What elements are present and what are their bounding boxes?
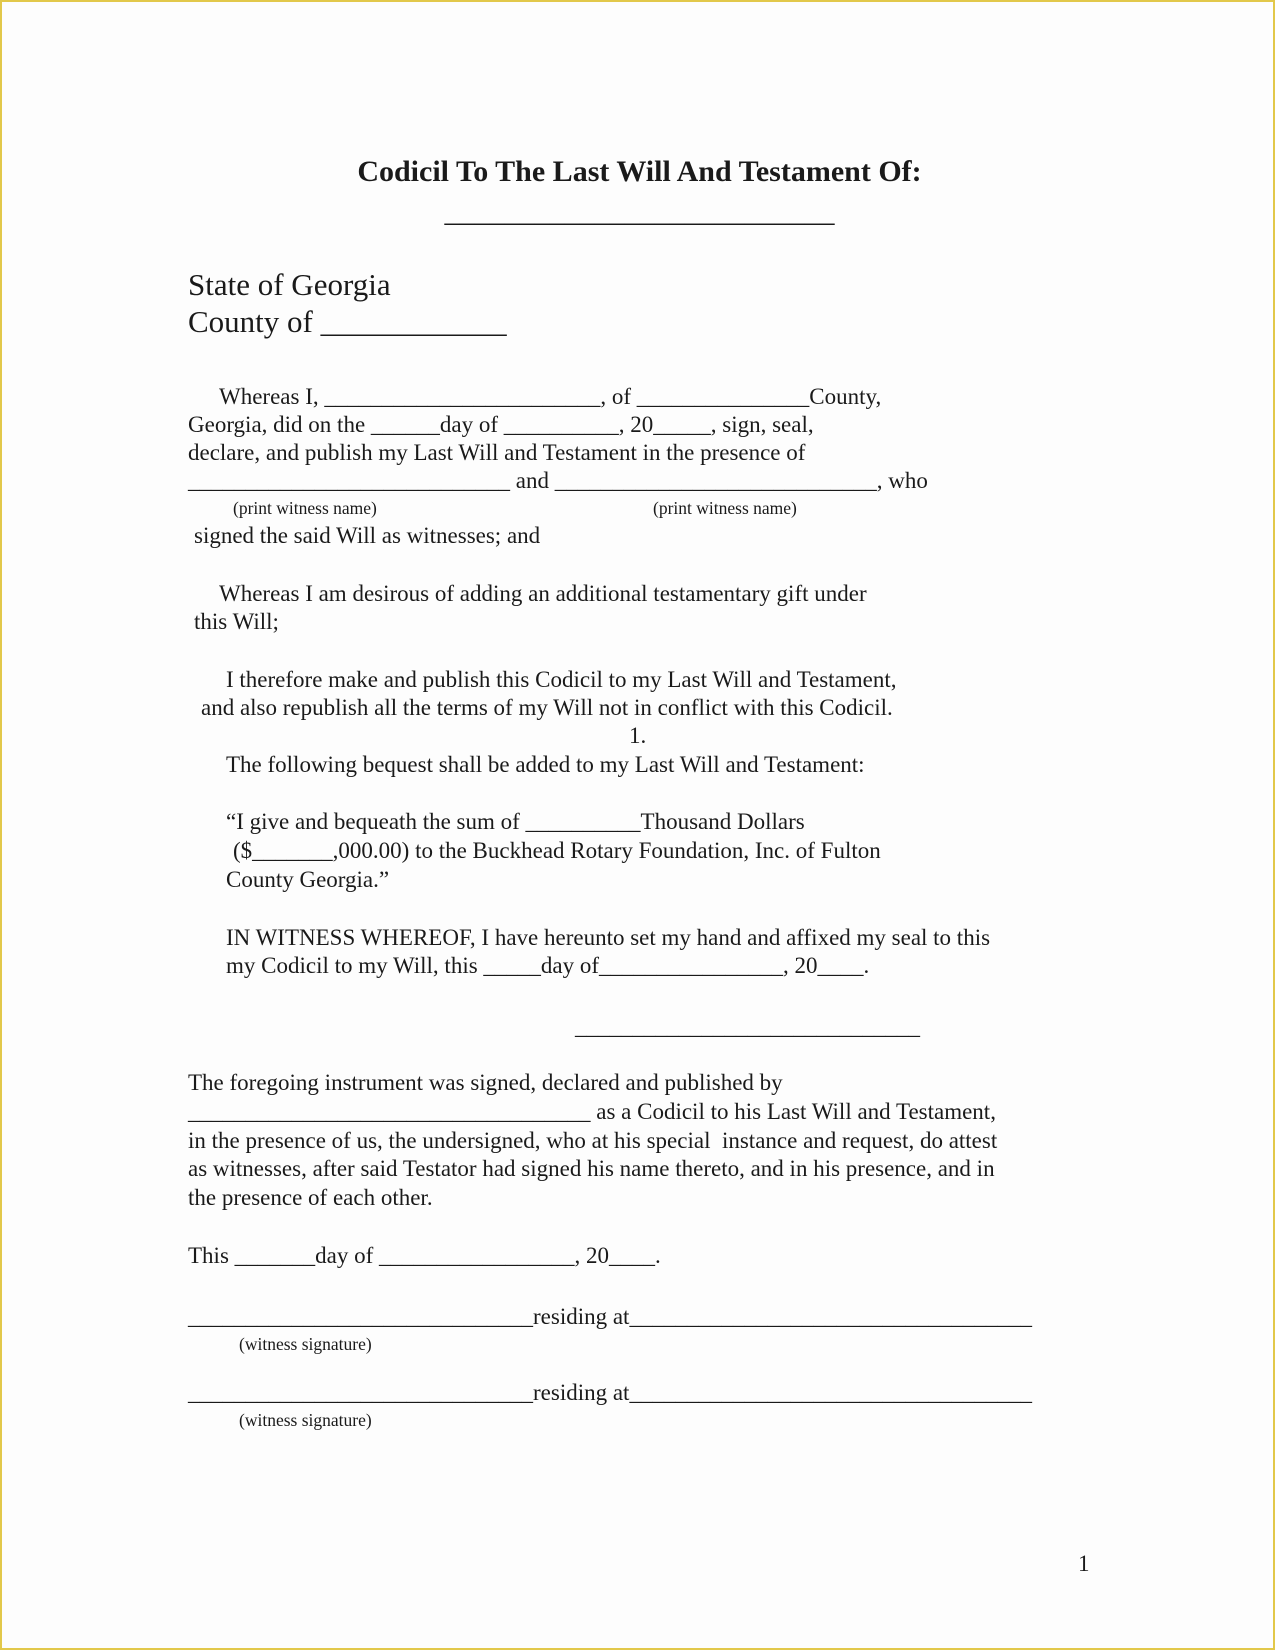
witness-name-caption: (print witness name) — [233, 498, 377, 518]
witness-name-caption: (print witness name) — [653, 498, 797, 518]
bequest-intro: The following bequest shall be added to my Last Will and Testament: — [226, 752, 865, 777]
testator-signature-line: ______________________________ — [575, 1014, 920, 1039]
date-line: This _______day of _________________, 20____. — [188, 1243, 661, 1268]
attestation-line: as witnesses, after said Testator had signed his name thereto, and in his presence, and in — [188, 1156, 995, 1181]
recital-line: signed the said Will as witnesses; and — [194, 523, 541, 548]
document-title: Codicil To The Last Will And Testament Of: — [357, 155, 922, 188]
bequest-line: “I give and bequeath the sum of __________Thousand Dollars — [226, 809, 805, 834]
state-heading: State of Georgia — [188, 267, 391, 302]
attestation-line: The foregoing instrument was signed, declared and published by — [188, 1070, 783, 1095]
witness-signature-caption: (witness signature) — [239, 1334, 372, 1354]
bequest-line: County Georgia.” — [226, 867, 390, 892]
recital-line: this Will; — [194, 609, 279, 634]
recital-line: declare, and publish my Last Will and Testament in the presence of — [188, 440, 806, 465]
declaration-line: I therefore make and publish this Codicil to my Last Will and Testament, — [226, 667, 897, 692]
recital-line: ____________________________ and ____________________________, who — [188, 468, 928, 493]
attestation-line: the presence of each other. — [188, 1185, 433, 1210]
attestation-line: in the presence of us, the undersigned, who at his special instance and request, do attest — [188, 1128, 998, 1153]
declaration-line: and also republish all the terms of my Will not in conflict with this Codicil. — [201, 695, 893, 720]
county-heading: County of ____________ — [188, 304, 507, 339]
witness-signature-line: ______________________________residing at___________________________________ — [188, 1380, 1032, 1405]
bequest-line: ($_______,000.00) to the Buckhead Rotary Foundation, Inc. of Fulton — [233, 838, 881, 863]
recital-line: Whereas I am desirous of adding an additional testamentary gift under — [219, 581, 867, 606]
recital-line: Whereas I, ________________________, of _______________County, — [219, 384, 882, 409]
witness-clause-line: IN WITNESS WHEREOF, I have hereunto set my hand and affixed my seal to this — [226, 925, 991, 950]
article-number: 1. — [629, 723, 647, 748]
page-number: 1 — [1078, 1551, 1090, 1576]
witness-signature-caption: (witness signature) — [239, 1410, 372, 1430]
recital-line: Georgia, did on the ______day of __________, 20_____, sign, seal, — [188, 412, 814, 437]
witness-signature-line: ______________________________residing at___________________________________ — [188, 1304, 1032, 1329]
testator-name-blank: __________________________ — [444, 195, 835, 228]
attestation-line: ___________________________________ as a Codicil to his Last Will and Testament, — [188, 1099, 996, 1124]
witness-clause-line: my Codicil to my Will, this _____day of________________, 20____. — [226, 953, 870, 978]
